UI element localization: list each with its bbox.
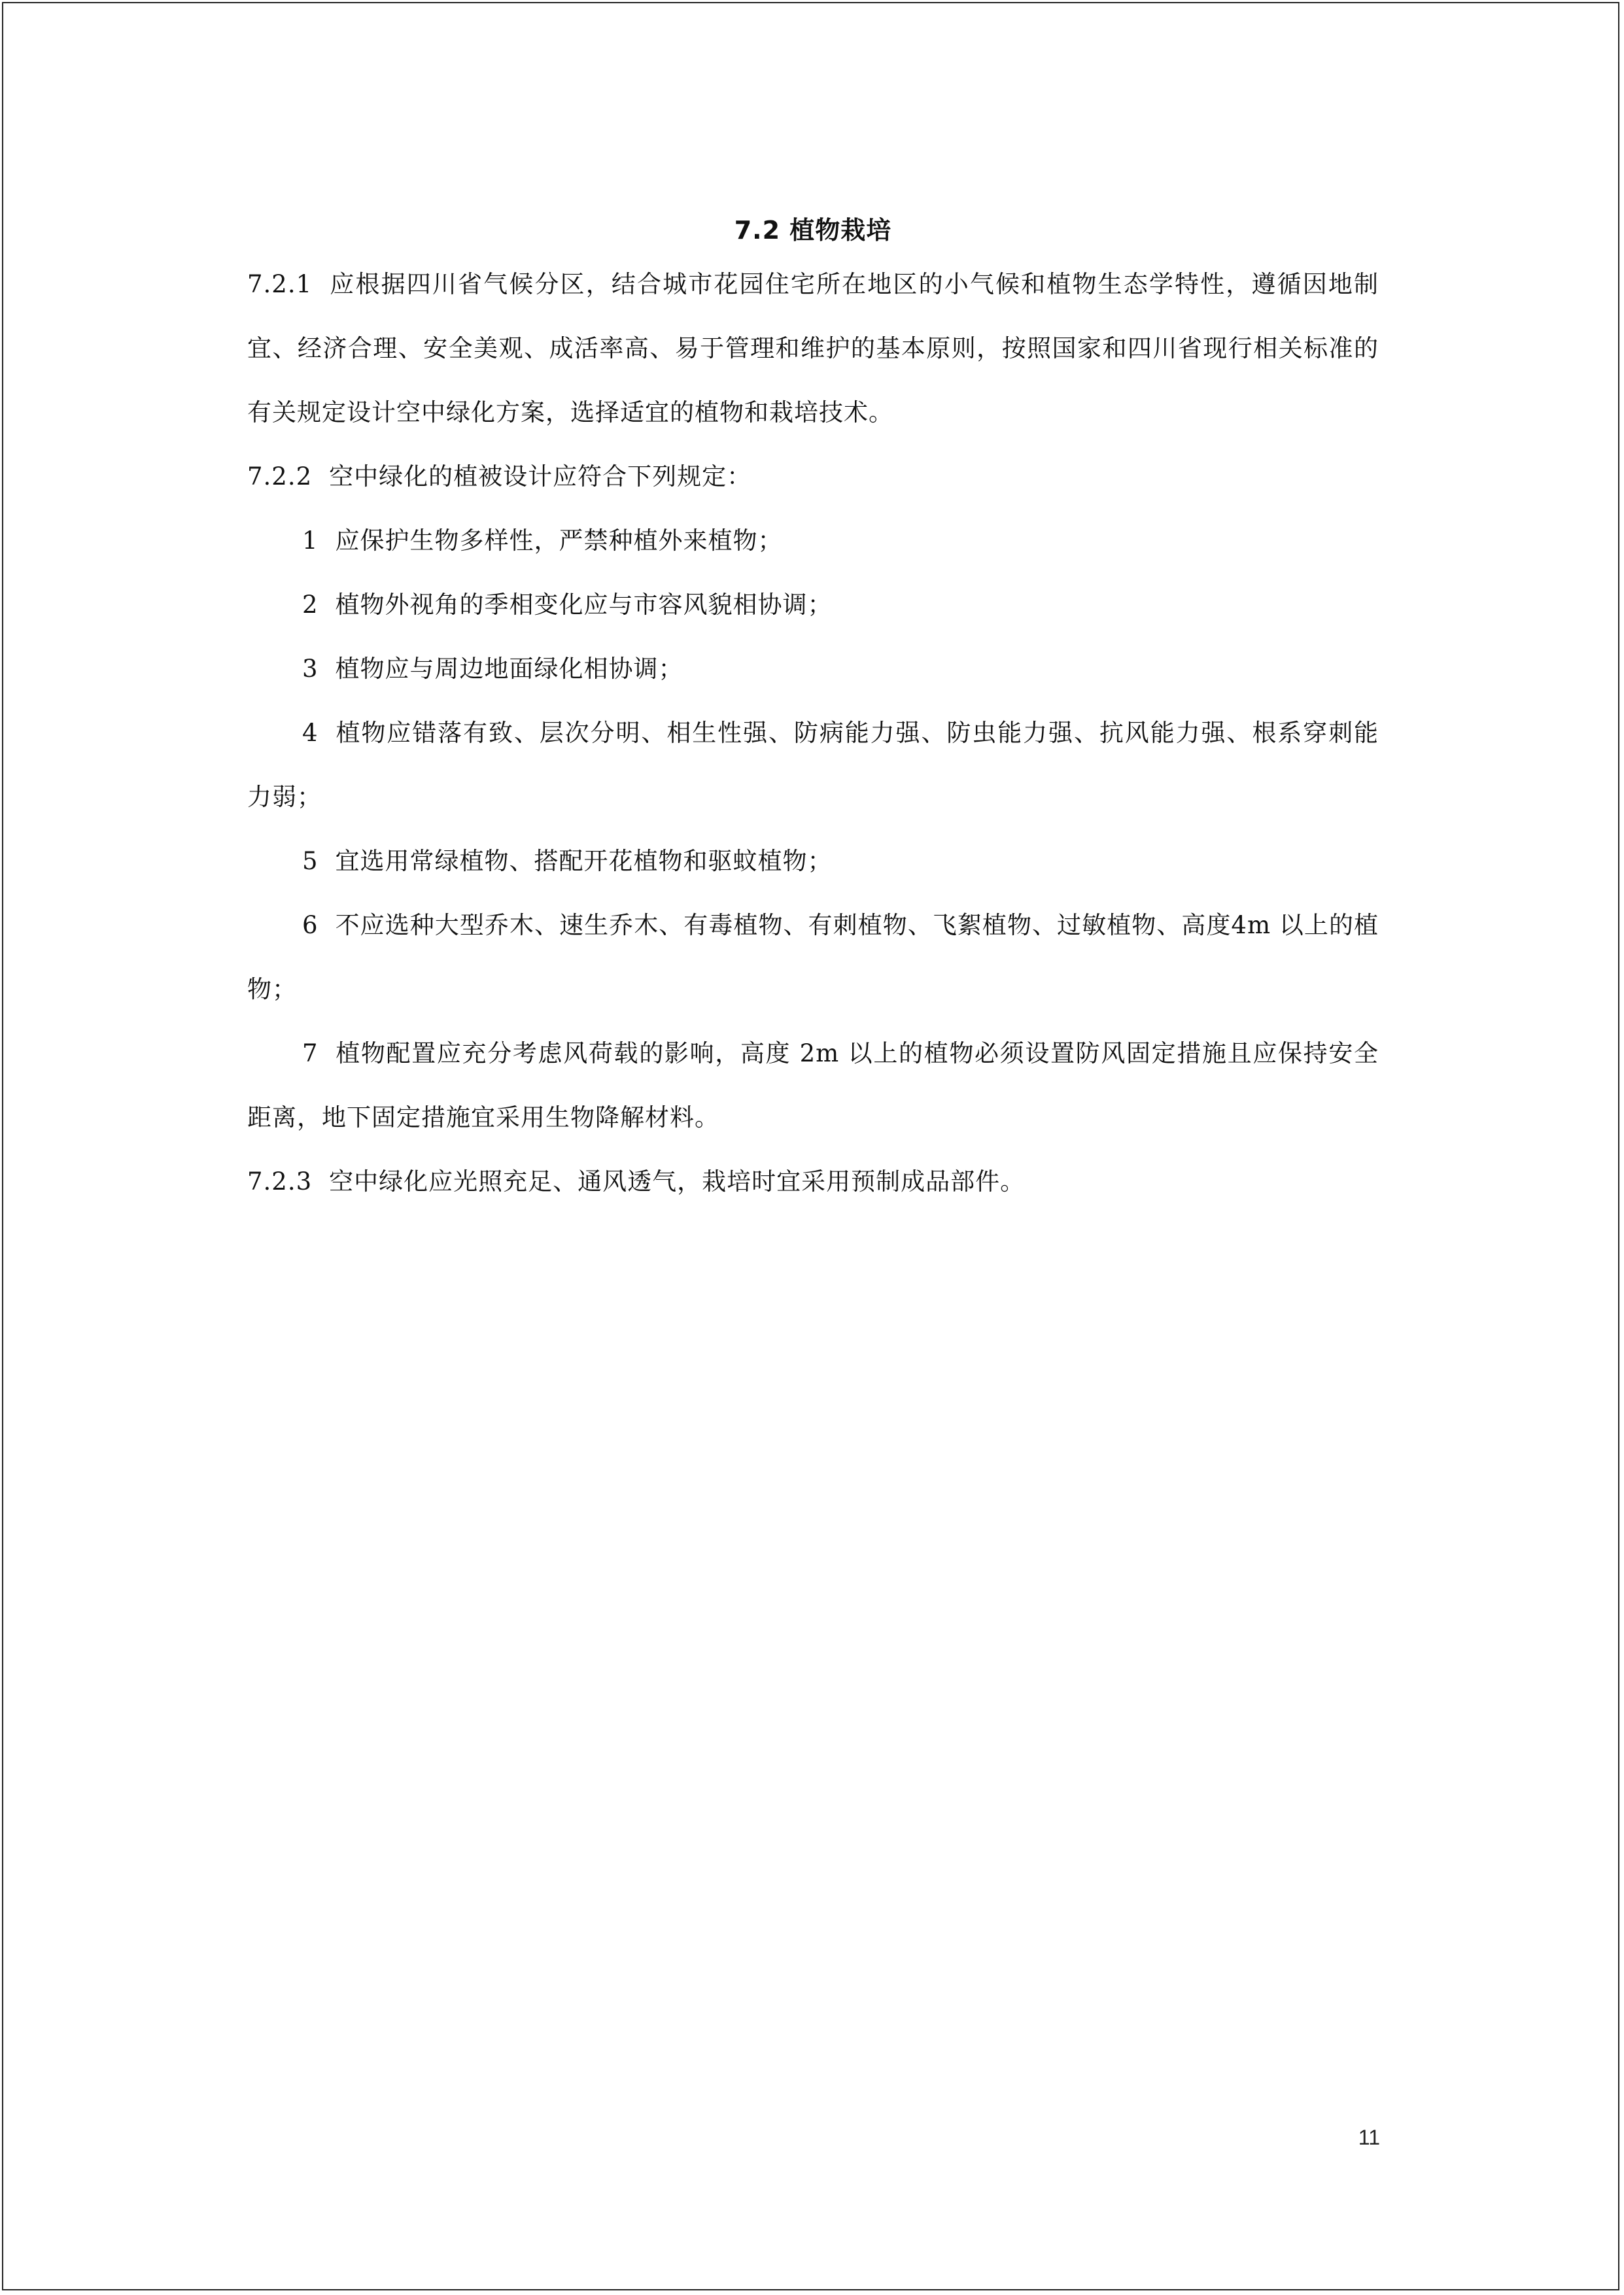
item-number: 6	[302, 911, 319, 939]
item-text: 植物应错落有致、层次分明、相生性强、防病能力强、防虫能力强、抗风能力强、根系穿刺能力弱；	[247, 719, 1379, 811]
item-text: 宜选用常绿植物、搭配开花植物和驱蚊植物；	[335, 847, 833, 875]
list-item-2	[247, 573, 1379, 637]
clause-text: 应根据四川省气候分区，结合城市花园住宅所在地区的小气候和植物生态学特性，遵循因地制宜、经济合理、安全美观、成活率高、易于管理和维护的基本原则，按照国家和四川省现行相关标准的有关规定设计空中绿化方案，选择适宜的植物和栽培技术。	[247, 270, 1379, 426]
clause-7-2-1	[247, 252, 1379, 445]
clause-7-2-2	[247, 445, 1379, 509]
section-title: 7.2 植物栽培	[734, 216, 892, 245]
list-item-4	[247, 701, 1379, 829]
list-item-5	[247, 829, 1379, 893]
clause-7-2-3	[247, 1150, 1379, 1214]
item-text: 应保护生物多样性，严禁种植外来植物；	[335, 526, 783, 555]
item-number: 4	[302, 719, 319, 747]
clause-number: 7.2.1	[247, 270, 313, 298]
item-number: 5	[302, 847, 319, 875]
item-number: 3	[302, 655, 319, 683]
item-number: 2	[302, 591, 319, 619]
item-text: 植物外视角的季相变化应与市容风貌相协调；	[335, 591, 833, 619]
list-item-3	[247, 637, 1379, 701]
clause-text: 空中绿化应光照充足、通风透气，栽培时宜采用预制成品部件。	[329, 1167, 1026, 1196]
item-text: 不应选种大型乔木、速生乔木、有毒植物、有刺植物、飞絮植物、过敏植物、高度4m 以上的植物；	[247, 911, 1379, 1003]
list-item-6	[247, 893, 1379, 1022]
clause-number: 7.2.3	[247, 1167, 313, 1196]
page-number: 11	[1358, 2126, 1380, 2149]
item-text: 植物配置应充分考虑风荷载的影响，高度 2m 以上的植物必须设置防风固定措施且应保持安全距离，地下固定措施宜采用生物降解材料。	[247, 1039, 1379, 1131]
item-number: 1	[302, 526, 319, 555]
item-text: 植物应与周边地面绿化相协调；	[335, 655, 683, 683]
clause-number: 7.2.2	[247, 462, 313, 491]
clause-text: 空中绿化的植被设计应符合下列规定：	[329, 462, 752, 491]
document-body	[247, 208, 1379, 1214]
item-number: 7	[302, 1039, 319, 1067]
list-item-7	[247, 1022, 1379, 1150]
list-item-1	[247, 509, 1379, 573]
